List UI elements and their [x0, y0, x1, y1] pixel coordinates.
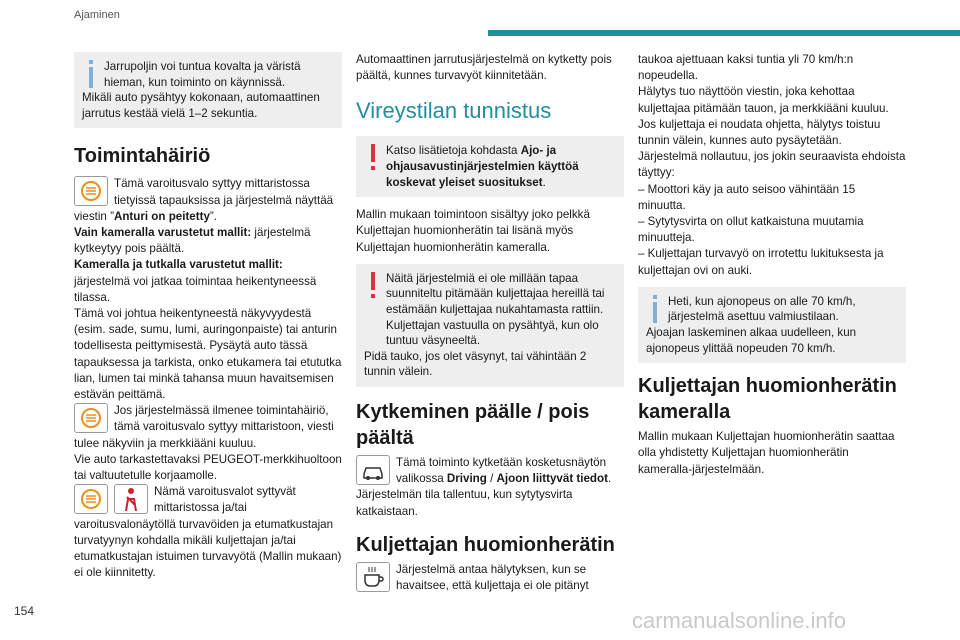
bold-text: Kameralla ja tutkalla varustetut mallit:	[74, 258, 283, 272]
watermark: carmanualsonline.info	[632, 608, 847, 633]
paragraph: Vie auto tarkastettavaksi PEUGEOT-merkkihuoltoon tai valtuutetulle korjaamolle.	[74, 452, 342, 483]
text: ”.	[209, 209, 218, 223]
text: järjestelmä voi jatkaa toimintaa heikentyneessä tilassa.	[74, 274, 317, 304]
text: järjestelmä kytkeytyy pois päältä.	[74, 225, 311, 256]
warning-icon	[365, 144, 381, 172]
seatbelt-icon	[114, 484, 148, 514]
paragraph: Järjestelmä nollautuu, jos jokin seuraavista ehdoista täyttyy:	[638, 150, 906, 180]
section-title: Vireystilan tunnistus	[356, 98, 552, 124]
heading-driver-alert: Kuljettajan huomionherätin	[356, 533, 615, 556]
info-icon	[647, 295, 663, 323]
info-box	[638, 287, 906, 363]
heading-malfunction: Toimintahäiriö	[74, 145, 211, 168]
text: .	[607, 472, 612, 486]
bold-text: Driving	[446, 472, 487, 486]
paragraph: Mallin mukaan Kuljettajan huomionherätin saattaa olla yhdistetty Kuljettajan huomionherätin kameralla-järjestelmään.	[638, 430, 895, 476]
running-header: Ajaminen	[74, 9, 120, 21]
paragraph	[356, 455, 624, 487]
page-number: 154	[14, 604, 35, 618]
coffee-cup-icon	[356, 562, 390, 592]
paragraph: Jos järjestelmässä ilmenee toimintahäiriö, tämä varoitusvalo syttyy mittaristoon, viesti tulee näkyviin ja merkkiääni kuuluu.	[74, 404, 334, 450]
paragraph	[74, 176, 342, 225]
bold-text: Anturi on peitetty	[113, 209, 210, 223]
header-accent-bar	[488, 30, 960, 36]
belt-warning-icon	[74, 484, 108, 514]
info-icon	[83, 60, 99, 88]
bold-text: Ajoon liittyvät tiedot	[496, 472, 608, 486]
info-text-2: Ajoajan laskeminen alkaa uudelleen, kun ajonopeus ylittää nopeuden 70 km/h.	[646, 326, 857, 355]
paragraph: taukoa ajettuaan kaksi tuntia yli 70 km/h:n nopeudella.	[638, 53, 854, 83]
paragraph	[74, 225, 342, 257]
warning-box	[356, 264, 624, 387]
system-fault-icon	[74, 403, 108, 433]
paragraph: Järjestelmän tila tallentuu, kun sytytysvirta katkaistaan.	[356, 488, 573, 518]
paragraph	[74, 257, 342, 306]
column-1	[74, 52, 342, 581]
paragraph: Hälytys tuo näyttöön viestin, joka kehottaa kuljettajaa pitämään tauon, ja merkkiääni kuuluu. Jos kuljettaja ei noudata ohjetta, hälytys toistuu tunnin välein, kunnes auto pysäytetään.	[638, 85, 889, 148]
bold-text: Ajo- ja ohjausavustinjärjestelmien käyttöä koskevat yleiset suositukset	[386, 144, 579, 189]
list-item: – Sytytysvirta on ollut katkaistuna muutamia minuutteja.	[638, 215, 864, 245]
paragraph: Järjestelmä antaa hälytyksen, kun se havaitsee, että kuljettaja ei ole pitänyt	[396, 562, 589, 592]
info-text-1: Heti, kun ajonopeus on alle 70 km/h, järjestelmä asettuu valmiustilaan.	[668, 294, 856, 324]
warning-text-1: Näitä järjestelmiä ei ole millään tapaa suunniteltu pitämään kuljettajaa hereillä tai estämään kuljettajaa nukahtamasta rattiin. Kuljettajan vastuulla on pysähtyä, kun olo tuntuu väsyneeltä.	[386, 271, 605, 348]
warning-text	[364, 143, 616, 190]
warning-text-2: Pidä tauko, jos olet väsynyt, tai vähintään 2 tunnin välein.	[364, 349, 587, 379]
column-2	[356, 52, 624, 594]
text: Tämä varoitusvalo syttyy mittaristossa tietyissä tapauksissa ja järjestelmä näyttää viestin ”	[74, 177, 334, 223]
warning-icon	[365, 272, 381, 300]
info-text-2: Mikäli auto pysähtyy kokonaan, automaattinen jarrutus kestää vielä 1–2 sekuntia.	[82, 91, 320, 120]
paragraph: Tämä voi johtua heikentyneestä näkyvyydestä (esim. sade, sumu, lumi, auringonpaiste) tai anturin todellisesta peittymisestä. Pysäytä auto tässä tapauksessa ja tarkista, onko etukamera tai etututka lian, lumen tai minkä tahansa muun havaitsemisen estävän peittämä.	[74, 307, 342, 402]
paragraph: Mallin mukaan toimintoon sisältyy joko pelkkä Kuljettajan huomionherätin tai lisänä myös Kuljettajan huomionherätin kameralla.	[356, 208, 590, 254]
bold-text: Vain kameralla varustetut mallit:	[74, 225, 252, 239]
heading-on-off: Kytkeminen päälle / pois päältä	[356, 400, 590, 449]
list-item: – Moottori käy ja auto seisoo vähintään 15 minuutta.	[638, 182, 856, 212]
info-box	[74, 52, 342, 128]
car-settings-icon	[356, 455, 390, 485]
heading-driver-alert-camera: Kuljettajan huomionherätin kameralla	[638, 375, 897, 424]
paragraph: Nämä varoitusvalot syttyvät mittaristossa ja/tai varoitusvalonäytöllä turvavöiden ja etumatkustajan turvatyynyn kohdalla mikäli kuljettajan ja/tai etumatkustajan istuimen turvavyötä (Mallin mukaan) ei ole kiinnitetty.	[74, 485, 342, 580]
paragraph: Automaattinen jarrutusjärjestelmä on kytketty pois päältä, kunnes turvavyöt kiinnitetään.	[356, 53, 612, 83]
column-3	[638, 52, 906, 478]
text: /	[486, 472, 497, 486]
text: Katso lisätietoja kohdasta	[386, 144, 521, 158]
text: Tämä toiminto kytketään kosketusnäytön valikossa	[396, 455, 607, 486]
info-text-1: Jarrupoljin voi tuntua kovalta ja väristä hieman, kun toiminto on käynnissä.	[104, 60, 301, 89]
text: .	[542, 175, 546, 189]
list-item: – Kuljettajan turvavyö on irrotettu lukituksesta ja kuljettajan ovi on auki.	[638, 247, 884, 277]
warning-box	[356, 136, 624, 197]
sensor-warning-icon	[74, 176, 108, 206]
